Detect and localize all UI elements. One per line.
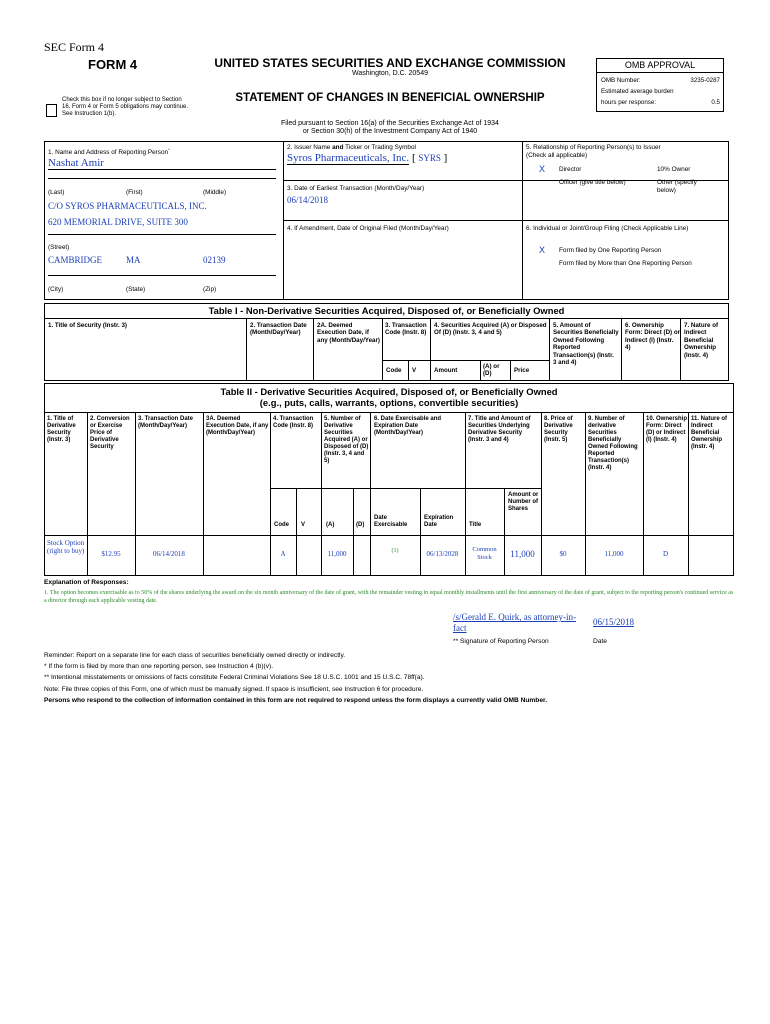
t2-col9: 9. Number of derivative Securities Beneficially Owned Following Reported Transaction(s) (Instr. 4): [588, 416, 638, 471]
zip-label: (Zip): [203, 286, 217, 293]
signature-date-label: Date: [593, 638, 607, 645]
t1-col2: 2. Transaction Date (Month/Day/Year): [250, 322, 307, 337]
t2-col3: 3. Transaction Date (Month/Day/Year): [138, 416, 194, 429]
officer-label: Officer (give title below): [559, 179, 626, 186]
footer-note3: Note: File three copies of this Form, one of which must be manually signed. If space is insufficient, see Instruction 6 for procedure.: [44, 685, 424, 693]
t2-expiration: Expiration Date: [424, 515, 454, 528]
city-label: (City): [48, 286, 64, 293]
row-expiration: 06/13/2028: [426, 550, 459, 558]
zip-value: 02139: [203, 255, 226, 265]
box5-label: 5. Relationship of Reporting Person(s) to Issuer (Check all applicable): [526, 144, 661, 159]
one-person-label: Form filed by One Reporting Person: [559, 247, 662, 254]
omb-hours-value: 0.5: [711, 99, 720, 106]
row-deriv-price: $0: [559, 550, 567, 558]
t2-col8: 8. Price of Derivative Security (Instr. 5): [544, 416, 573, 443]
t1-col1: 1. Title of Security (Instr. 3): [48, 322, 127, 329]
t1-aord: (A) or (D): [483, 363, 500, 378]
line: [48, 178, 276, 179]
last-label: (Last): [48, 189, 65, 196]
t2-col4: 4. Transaction Code (Instr. 8): [273, 416, 314, 429]
t2-v: V: [301, 522, 306, 528]
t2-col1: 1. Title of Derivative Security (Instr. 3): [47, 416, 76, 443]
row-underlying-title: Common Stock: [472, 546, 497, 561]
explanation-title: Explanation of Responses:: [44, 579, 129, 586]
footer-reminder: Reminder: Report on a separate line for each class of securities beneficially owned directly or indirectly.: [44, 652, 346, 659]
omb-title: OMB APPROVAL: [624, 60, 696, 70]
box2-label: 2. Issuer Name and Ticker or Trading Symbol: [287, 144, 416, 151]
omb-number-value: 3235-0287: [690, 77, 720, 84]
middle-label: (Middle): [203, 189, 227, 196]
signature-label: ** Signature of Reporting Person: [453, 638, 549, 645]
footer: [44, 650, 734, 706]
t2-a: (A): [326, 522, 335, 528]
line: [48, 275, 276, 276]
row-form: D: [662, 550, 669, 558]
footer-note1: * If the form is filed by more than one reporting person, see Instruction 4 (b)(v).: [44, 663, 274, 671]
t1-col5: 5. Amount of Securities Beneficially Owned Following Reported Transaction(s) (Instr. 3 and 4): [553, 322, 619, 367]
issuer-link[interactable]: Syros Pharmaceuticals, Inc.: [287, 152, 410, 164]
more-person-label: Form filed by More than One Reporting Person: [559, 260, 692, 267]
t1-col3: 3. Transaction Code (Instr. 8): [385, 322, 427, 337]
t2-amount-shares: Amount or Number of Shares: [508, 492, 539, 512]
commission-title: UNITED STATES SECURITIES AND EXCHANGE COMMISSION: [214, 56, 566, 70]
table1-title: Table I - Non-Derivative Securities Acquired, Disposed of, or Beneficially Owned: [208, 305, 565, 316]
row-price: $12.95: [101, 550, 121, 558]
address-line1: C/O SYROS PHARMACEUTICALS, INC.: [48, 201, 207, 211]
t2-col11: 11. Nature of Indirect Beneficial Ownership (Instr. 4): [691, 416, 728, 450]
one-person-mark[interactable]: X: [539, 245, 546, 255]
street-label: (Street): [48, 244, 70, 251]
t2-title: Title: [469, 522, 482, 528]
line: [48, 234, 276, 235]
footer-omb-notice: Persons who respond to the collection of information contained in this form are not required to respond unless the form displays a currently valid OMB Number.: [44, 696, 548, 704]
state-label: (State): [126, 286, 146, 293]
row-date: 06/14/2018: [153, 550, 185, 558]
earliest-transaction-date: 06/14/2018: [287, 195, 329, 205]
signature-name[interactable]: /s/Gerald E. Quirk, as attorney-in-fact: [453, 612, 576, 633]
row-security: Stock Option (right to buy): [47, 539, 85, 556]
row-code: A: [280, 550, 286, 558]
row-owned: 11,000: [604, 550, 624, 558]
other-label: Other (specify below): [657, 179, 697, 194]
box1-label: 1. Name and Address of Reporting Person*: [48, 147, 170, 157]
ticker: SYRS: [418, 153, 441, 163]
ten-percent-owner-label: 10% Owner: [657, 166, 691, 173]
t1-col7: 7. Nature of Indirect Beneficial Ownership (Instr. 4): [684, 322, 719, 359]
signature-date: 06/15/2018: [593, 617, 635, 627]
t1-col4: 4. Securities Acquired (A) or Disposed Of (D) (Instr. 3, 4 and 5): [434, 322, 547, 337]
commission-city: Washington, D.C. 20549: [351, 70, 428, 77]
filed-pursuant: Filed pursuant to Section 16(a) of the Securities Exchange Act of 1934 or Section 30(h) of the Investment Company Act of 1940: [281, 120, 499, 135]
t1-price: Price: [514, 367, 530, 374]
t2-col6: 6. Date Exercisable and Expiration Date (Month/Day/Year): [374, 416, 442, 436]
checkbox-text: Check this box if no longer subject to Section 16. Form 4 or Form 5 obligations may continue. See Instruction 1(b).: [62, 97, 189, 117]
t1-amount: Amount: [434, 367, 458, 374]
t2-col2: 2. Conversion or Exercise Price of Derivative Security: [90, 416, 130, 450]
first-label: (First): [126, 189, 143, 196]
box4-label: 4. If Amendment, Date of Original Filed (Month/Day/Year): [287, 225, 449, 232]
box3-label: 3. Date of Earliest Transaction (Month/Day/Year): [287, 185, 425, 192]
t1-col2a: 2A. Deemed Execution Date, if any (Month/Day/Year): [317, 322, 380, 344]
state-value: MA: [126, 255, 141, 265]
section16-checkbox[interactable]: [46, 104, 57, 117]
t2-date-exercisable: Date Exercisable: [374, 515, 408, 528]
t2-code: Code: [274, 522, 289, 528]
table2-title: Table II - Derivative Securities Acquired, Disposed of, or Beneficially Owned (e.g., puts, calls, warrants, options, convertible securities): [220, 386, 558, 408]
sec-form-label: SEC Form 4: [44, 40, 105, 54]
city-value: CAMBRIDGE: [48, 255, 103, 265]
t1-code: Code: [386, 367, 402, 374]
form-title: FORM 4: [88, 57, 138, 72]
t2-col3a: 3A. Deemed Execution Date, if any (Month/Day/Year): [206, 416, 269, 436]
director-mark[interactable]: X: [539, 164, 546, 174]
reporting-person-name[interactable]: Nashat Amir: [48, 157, 276, 170]
divider: [44, 318, 729, 319]
omb-hours-label: hours per response:: [601, 99, 657, 106]
omb-number-label: OMB Number:: [601, 77, 641, 84]
box6-label: 6. Individual or Joint/Group Filing (Check Applicable Line): [526, 225, 689, 232]
explanation-text: 1. The option becomes exercisable as to 50% of the shares underlying the award on the six month anniversary of the date of grant, with the remainder vesting in equal monthly installments until the first anniversary of the date of grant, subject to the reporting person's continued service as a director through each applicable vesting date.: [44, 590, 734, 604]
row-underlying-amount: 11,000: [510, 549, 535, 559]
row-exercisable[interactable]: (1): [391, 548, 399, 554]
director-label: Director: [559, 166, 582, 173]
t2-col7: 7. Title and Amount of Securities Underlying Derivative Security (Instr. 3 and 4): [468, 416, 531, 443]
omb-burden-label: Estimated average burden: [601, 88, 674, 95]
footer-note2: ** Intentional misstatements or omissions of facts constitute Federal Criminal Violations See 18 U.S.C. 1001 and 15 U.S.C. 78ff(a).: [44, 674, 425, 682]
t2-col5: 5. Number of Derivative Securities Acquired (A) or Disposed of (D) (Instr. 3, 4 and 5): [324, 416, 369, 464]
t2-d: (D): [356, 522, 365, 528]
t2-col10: 10. Ownership Form: Direct (D) or Indirect (I) (Instr. 4): [646, 416, 688, 443]
t1-v: V: [412, 367, 417, 374]
row-a: 11,000: [327, 550, 347, 558]
statement-title: STATEMENT OF CHANGES IN BENEFICIAL OWNERSHIP: [235, 92, 545, 104]
address-line2: 620 MEMORIAL DRIVE, SUITE 300: [48, 217, 188, 227]
issuer-name: Syros Pharmaceuticals, Inc. [ SYRS ]: [287, 152, 448, 164]
t1-col6: 6. Ownership Form: Direct (D) or Indirect (I) (Instr. 4): [625, 322, 681, 352]
divider: [283, 220, 729, 221]
